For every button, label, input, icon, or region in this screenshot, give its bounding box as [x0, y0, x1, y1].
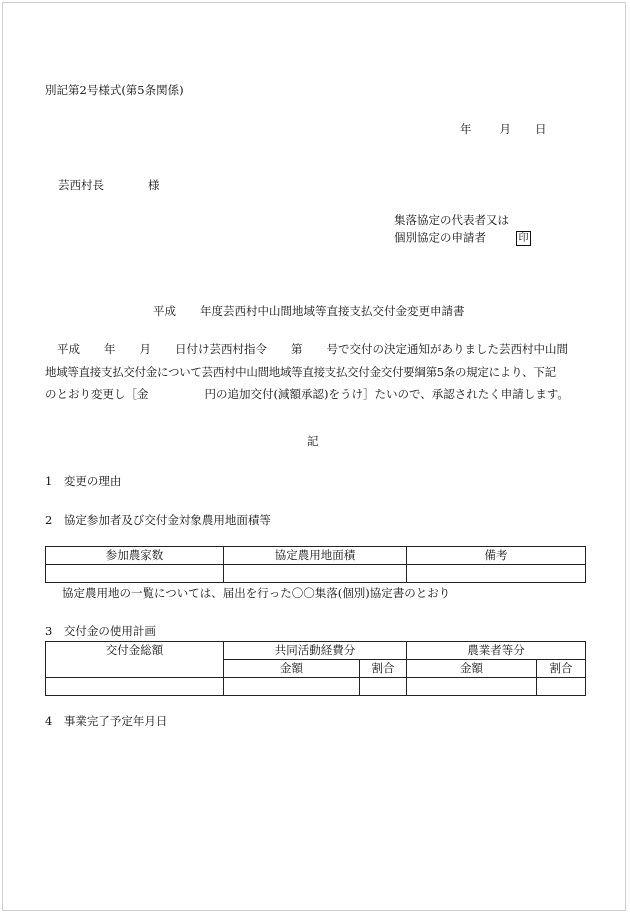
date-year: 年	[460, 122, 472, 136]
table-row	[46, 678, 586, 696]
body-line-2: 地域等直接支払交付金について芸西村中山間地域等直接支払交付金交付要綱第5条の規定により、下記	[45, 364, 556, 379]
header-joint-activity: 共同活動経費分	[224, 642, 407, 660]
cell-ratio-farmers	[537, 678, 586, 696]
applicant-line-1: 集落協定の代表者又は	[394, 213, 509, 227]
addressee-title: 芸西村長	[58, 178, 104, 192]
body-date-suffix: 日付け芸西村指令	[175, 342, 267, 356]
table1-note: 協定農用地の一覧については、届出を行った〇〇集落(個別)協定書のとおり	[62, 586, 451, 600]
body-line-3	[45, 383, 585, 406]
table-header-row	[46, 642, 586, 660]
body-dai: 第	[291, 342, 303, 356]
date-day: 日	[535, 122, 547, 136]
ki-heading: 記	[307, 434, 319, 448]
body-month: 月	[139, 342, 151, 356]
section-4-heading: 4 事業完了予定年月日	[45, 714, 168, 728]
header-amount-farmers: 金額	[407, 660, 537, 678]
section-3-heading: 3 交付金の使用計画	[45, 624, 156, 638]
body-line-3-rest: 円の追加交付(減額承認)をうけ］たいので、承認されたく申請します。	[204, 387, 569, 401]
header-farm-households: 参加農家数	[46, 547, 224, 565]
table-row	[46, 565, 586, 583]
addressee	[58, 180, 160, 192]
date-month: 月	[499, 122, 511, 136]
date-line	[460, 124, 547, 136]
header-remarks: 備考	[407, 547, 586, 565]
body-line-1-rest: 号で交付の決定通知がありました芸西村中山間	[326, 342, 568, 356]
cell-ratio-joint	[360, 678, 407, 696]
body-era: 平成	[57, 342, 80, 356]
addressee-honorific: 様	[148, 178, 160, 192]
table-header-row	[46, 547, 586, 565]
seal-mark: 印	[516, 231, 531, 246]
page-border	[2, 2, 626, 911]
header-amount-joint: 金額	[224, 660, 360, 678]
body-line-1	[45, 338, 585, 361]
participants-table	[45, 546, 586, 583]
body-amount-prefix: のとおり変更し［金	[45, 387, 149, 401]
form-label: 別記第2号様式(第5条関係)	[45, 83, 184, 97]
header-total-grant: 交付金総額	[46, 642, 224, 678]
body-year: 年	[104, 342, 116, 356]
cell-remarks	[407, 565, 586, 583]
header-farmland-area: 協定農用地面積	[224, 547, 407, 565]
usage-plan-table	[45, 641, 586, 696]
section-2-heading: 2 協定参加者及び交付金対象農用地面積等	[45, 513, 271, 527]
header-ratio-joint: 割合	[360, 660, 407, 678]
cell-amount-joint	[224, 678, 360, 696]
cell-farmland-area	[224, 565, 407, 583]
cell-farm-households	[46, 565, 224, 583]
document-title	[153, 306, 465, 318]
cell-total-grant	[46, 678, 224, 696]
applicant-line-2	[394, 231, 531, 246]
title-era: 平成	[153, 304, 176, 318]
section-1-heading: 1 変更の理由	[45, 474, 122, 488]
header-ratio-farmers: 割合	[537, 660, 586, 678]
applicant-label: 個別協定の申請者	[394, 230, 486, 245]
body-paragraph	[45, 338, 585, 406]
header-farmers: 農業者等分	[407, 642, 586, 660]
title-text: 年度芸西村中山間地域等直接支払交付金変更申請書	[200, 304, 465, 318]
cell-amount-farmers	[407, 678, 537, 696]
